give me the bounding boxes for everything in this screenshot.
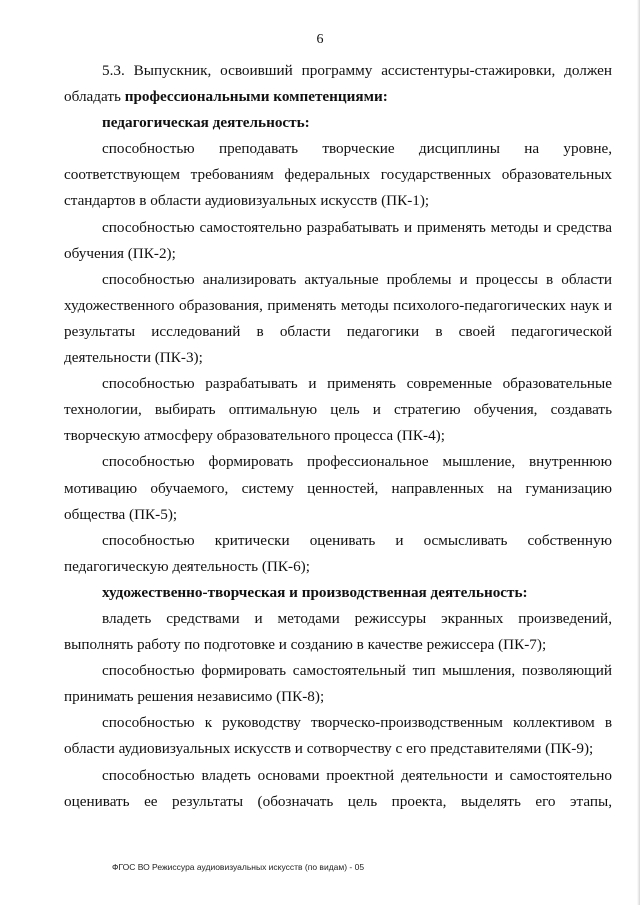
intro-bold-term: профессиональными компетенциями: <box>124 88 388 106</box>
intro-paragraph <box>64 58 612 110</box>
competence-pk2: способностью самостоятельно разрабатывать и применять методы и средства обучения (ПК-2); <box>64 218 612 262</box>
competence-pk3: способностью анализировать актуальные проблемы и процессы в области художественного образования, применять методы психолого-педагогических наук и результаты исследований в области педагогики в своей педагогической деятельности (ПК-3); <box>64 270 612 367</box>
competence-pk9: способностью к руководству творческо-производственным коллективом в области аудиовизуальных искусств и сотворчеству с его представителями (ПК-9); <box>64 714 612 758</box>
competence-pk6: способностью критически оценивать и осмысливать собственную педагогическую деятельность (ПК-6); <box>64 531 612 575</box>
competence-pk1: способностью преподавать творческие дисциплины на уровне, соответствующем требованиям федеральных государственных образовательных стандартов в области аудиовизуальных искусств (ПК-1); <box>64 140 612 210</box>
page-number: 6 <box>316 32 324 47</box>
footer-standard-name: ФГОС ВО Режиссура аудиовизуальных искусств (по видам) - 05 <box>112 862 365 872</box>
competence-pk7: владеть средствами и методами режиссуры экранных произведений, выполнять работу по подготовке и созданию в качестве режиссера (ПК-7); <box>64 609 612 654</box>
competence-pk5: способностью формировать профессиональное мышление, внутреннюю мотивацию обучаемого, систему ценностей, направленных на гуманизацию общества (ПК-5); <box>64 453 612 523</box>
competence-pk4: способностью разрабатывать и применять современные образовательные технологии, выбирать оптимальную цель и стратегию обучения, создавать творческую атмосферу образовательного процесса (ПК-4); <box>64 375 612 445</box>
section-heading-pedagogical: педагогическая деятельность: <box>102 114 310 132</box>
document-body <box>64 58 612 815</box>
competence-pk8: способностью формировать самостоятельный тип мышления, позволяющий принимать решения независимо (ПК-8); <box>64 662 612 706</box>
competence-project-continued: способностью владеть основами проектной деятельности и самостоятельно оценивать ее результаты (обозначать цель проекта, выделять его этапы, <box>64 766 612 810</box>
section-heading-creative: художественно-творческая и производственная деятельность: <box>102 583 528 601</box>
intro-lead: 5.3. Выпускник, освоивший программу ассистентуры-стажировки, должен обладать <box>64 62 612 106</box>
